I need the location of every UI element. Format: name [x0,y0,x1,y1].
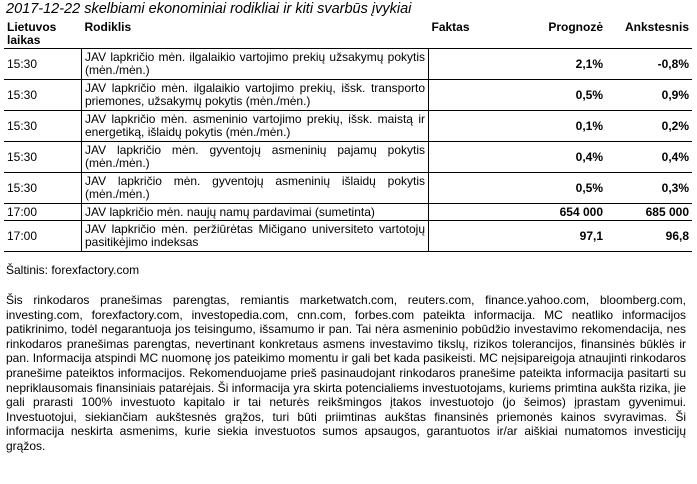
header-time: Lietuvos laikas [7,20,57,47]
table-row [4,173,692,204]
disclaimer-text: Šis rinkodaros pranešimas parengtas, remiantis marketwatch.com, reuters.com, finance.yahoo.com, bloomberg.com, investing.com, forexfactory.com, investopedia.com, cnn.com, forbes.com pateikta informacija. MC neatliko informacijos patikrinimo, todėl negarantuoja jos teisingumo, išsamumo ir pan. Tai nėra asmeninio pobūdžio investavimo rekomendacija, nes rinkodaros pranešimas parengtas, nevertinant konkretaus asmens investavimo tikslų, rizikos tolerancijos, finansinės būklės ir pan. Informacija atspindi MC nuomonę jos pateikimo momentu ir gali bet kada pasikeisti. MC neįsipareigoja atnaujinti rinkodaros pranešime pateiktos informacijos. Rekomenduojame prieš pasinaudojant rinkodaros pranešime pateikta informacija pasitarti su nepriklausomais finansiniais patarėjais. Ši informacija yra skirta potencialiems investuotojams, kuriems primtina aukšta rizika, jie gali prarasti 100% investuoto kapitalo ir tai neturės reikšmingos įtakos investuotojo (jo šeimos) įprastam gyvenimui. Investuotojui, siekiančiam aukštesnės grąžos, turi būti priimtinas aukštas finansinės priemonės kainos svyravimas. Ši informacija neskirta asmenims, kurie siekia investuotos sumos apsaugos, garantuotos ir/ar aiškiai numatomos investicijų grąžos. [6,293,686,453]
row-previous: 0,2% [606,111,692,142]
row-previous: 0,9% [606,80,692,111]
row-indicator: JAV lapkričio mėn. gyventojų asmeninių išlaidų pokytis (mėn./mėn.) [82,173,429,204]
row-previous: 0,4% [606,142,692,173]
row-indicator: JAV lapkričio mėn. peržiūrėtas Mičigano universiteto vartotojų pasitikėjimo indeksas [82,221,429,252]
table-row [4,221,692,252]
row-previous: 685 000 [606,204,692,221]
table-header-row [4,20,692,49]
row-forecast: 0,1% [520,111,606,142]
row-forecast: 0,5% [520,173,606,204]
row-time: 15:30 [4,142,82,173]
row-forecast: 2,1% [520,49,606,80]
row-actual [429,49,521,80]
row-indicator: JAV lapkričio mėn. asmeninio vartojimo prekių, išsk. maistą ir energetiką, išlaidų pokytis (mėn./mėn.) [82,111,429,142]
row-indicator: JAV lapkričio mėn. ilgalaikio vartojimo prekių, išsk. transporto priemones, užsakymų pokytis (mėn./mėn.) [82,80,429,111]
row-actual [429,142,521,173]
row-forecast: 0,5% [520,80,606,111]
row-indicator: JAV lapkričio mėn. naujų namų pardavimai (sumetinta) [82,204,429,221]
economic-calendar-table [4,20,692,252]
row-indicator: JAV lapkričio mėn. ilgalaikio vartojimo prekių užsakymų pokytis (mėn./mėn.) [82,49,429,80]
table-row [4,142,692,173]
row-actual [429,111,521,142]
page-title: 2017-12-22 skelbiami ekonominiai rodikliai ir kiti svarbūs įvykiai [6,1,412,17]
row-time: 15:30 [4,49,82,80]
header-previous: Ankstesnis [624,20,689,34]
table-row [4,204,692,221]
row-actual [429,204,521,221]
row-actual [429,80,521,111]
header-forecast: Prognozė [548,20,603,34]
row-forecast: 97,1 [520,221,606,252]
source-note: Šaltinis: forexfactory.com [6,263,140,277]
row-time: 17:00 [4,221,82,252]
header-indicator: Rodiklis [84,20,132,34]
header-actual: Faktas [431,20,470,34]
row-previous: -0,8% [606,49,692,80]
row-indicator: JAV lapkričio mėn. gyventojų asmeninių pajamų pokytis (mėn./mėn.) [82,142,429,173]
row-time: 15:30 [4,80,82,111]
table-row [4,80,692,111]
table-row [4,49,692,80]
row-previous: 96,8 [606,221,692,252]
table-row [4,111,692,142]
row-forecast: 654 000 [520,204,606,221]
row-actual [429,221,521,252]
row-time: 15:30 [4,173,82,204]
row-time: 15:30 [4,111,82,142]
row-forecast: 0,4% [520,142,606,173]
row-time: 17:00 [4,204,82,221]
row-actual [429,173,521,204]
row-previous: 0,3% [606,173,692,204]
